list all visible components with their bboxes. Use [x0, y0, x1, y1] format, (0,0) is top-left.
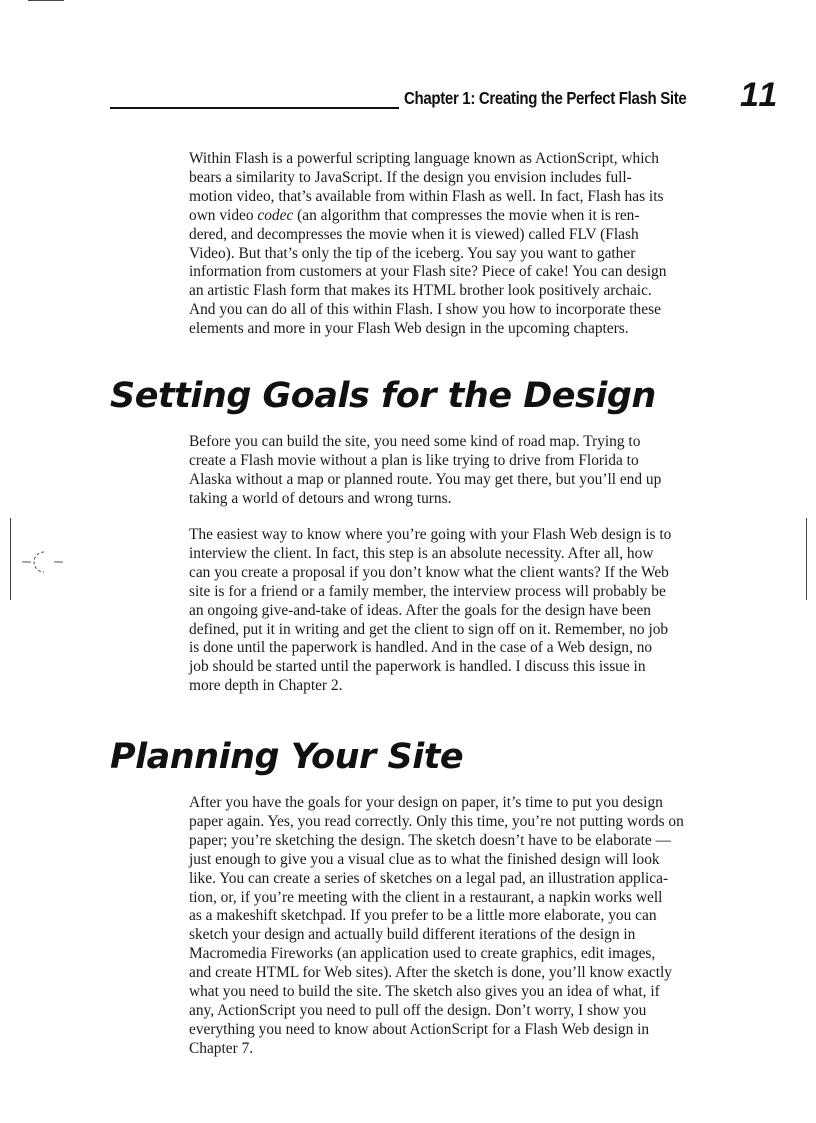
- text-line: tion, or, if you’re meeting with the client in a restaurant, a napkin works well: [189, 888, 663, 906]
- text-run: (an algorithm that compresses the movie when it is ren-: [293, 206, 640, 224]
- crop-mark-left: [10, 518, 11, 600]
- text-line: Video). But that’s only the tip of the iceberg. You say you want to gather: [189, 244, 636, 262]
- text-line: Chapter 7.: [189, 1039, 254, 1057]
- registration-mark-icon: [18, 545, 66, 579]
- text-line: [189, 207, 709, 226]
- text-line: dered, and decompresses the movie when it is viewed) called FLV (Flash: [189, 225, 639, 243]
- crop-mark-top: [28, 0, 64, 1]
- text-line: taking a world of detours and wrong turns.: [189, 489, 452, 507]
- text-line: can you create a proposal if you don’t know what the client wants? If the Web: [189, 563, 669, 581]
- intro-paragraph: [189, 150, 709, 339]
- text-line: paper again. Yes, you read correctly. Only this time, you’re not putting words on: [189, 812, 684, 830]
- text-line: and create HTML for Web sites). After the sketch is done, you’ll know exactly: [189, 964, 672, 982]
- section-heading-setting-goals: Setting Goals for the Design: [110, 376, 656, 416]
- text-line: interview the client. In fact, this step is an absolute necessity. After all, how: [189, 544, 654, 562]
- section1-paragraph-1: [189, 433, 709, 509]
- text-line: Before you can build the site, you need some kind of road map. Trying to: [189, 433, 641, 450]
- section-heading-planning-site: Planning Your Site: [110, 737, 464, 777]
- section1-paragraph-2: [189, 526, 709, 696]
- text-line: sketch your design and actually build different iterations of the design in: [189, 926, 636, 944]
- text-line: motion video, that’s available from within Flash as well. In fact, Flash has its: [189, 187, 664, 205]
- text-line: defined, put it in writing and get the client to sign off on it. Remember, no job: [189, 620, 669, 638]
- text-line: everything you need to know about ActionScript for a Flash Web design in: [189, 1020, 650, 1038]
- text-line: create a Flash movie without a plan is like trying to drive from Florida to: [189, 451, 639, 469]
- text-line: After you have the goals for your design on paper, it’s time to put you design: [189, 794, 663, 811]
- page-number: 11: [740, 76, 780, 114]
- running-head: Chapter 1: Creating the Perfect Flash Site: [404, 88, 687, 108]
- text-line: site is for a friend or a family member, the interview process will probably be: [189, 582, 666, 600]
- text-run: own video: [189, 206, 258, 224]
- text-line: Within Flash is a powerful scripting language known as ActionScript, which: [189, 150, 659, 167]
- text-line: And you can do all of this within Flash. I show you how to incorporate these: [189, 301, 661, 319]
- text-line: information from customers at your Flash site? Piece of cake! You can design: [189, 263, 667, 281]
- text-line: what you need to build the site. The sketch also gives you an idea of what, if: [189, 983, 660, 1001]
- section2-paragraph-1: [189, 794, 709, 1059]
- text-line: elements and more in your Flash Web design in the upcoming chapters.: [189, 320, 629, 338]
- text-line: an ongoing give-and-take of ideas. After the goals for the design have been: [189, 601, 651, 619]
- emphasis-codec: codec: [257, 206, 294, 224]
- text-line: any, ActionScript you need to pull off the design. Don’t worry, I show you: [189, 1001, 647, 1019]
- text-line: paper; you’re sketching the design. The sketch doesn’t have to be elaborate —: [189, 831, 671, 849]
- text-line: bears a similarity to JavaScript. If the design you envision includes full-: [189, 168, 632, 186]
- text-line: an artistic Flash form that makes its HTML brother look positively archaic.: [189, 282, 652, 300]
- text-line: like. You can create a series of sketches on a legal pad, an illustration applica-: [189, 869, 669, 887]
- text-line: is done until the paperwork is handled. And in the case of a Web design, no: [189, 639, 653, 657]
- text-line: job should be started until the paperwork is handled. I discuss this issue in: [189, 658, 646, 676]
- crop-mark-right: [806, 518, 807, 600]
- text-line: just enough to give you a visual clue as to what the finished design will look: [189, 850, 660, 868]
- text-line: as a makeshift sketchpad. If you prefer to be a little more elaborate, you can: [189, 907, 657, 925]
- text-line: The easiest way to know where you’re going with your Flash Web design is to: [189, 526, 672, 543]
- header-rule: [110, 107, 399, 109]
- text-line: more depth in Chapter 2.: [189, 677, 343, 695]
- text-line: Alaska without a map or planned route. You may get there, but you’ll end up: [189, 470, 662, 488]
- text-line: Macromedia Fireworks (an application used to create graphics, edit images,: [189, 945, 656, 963]
